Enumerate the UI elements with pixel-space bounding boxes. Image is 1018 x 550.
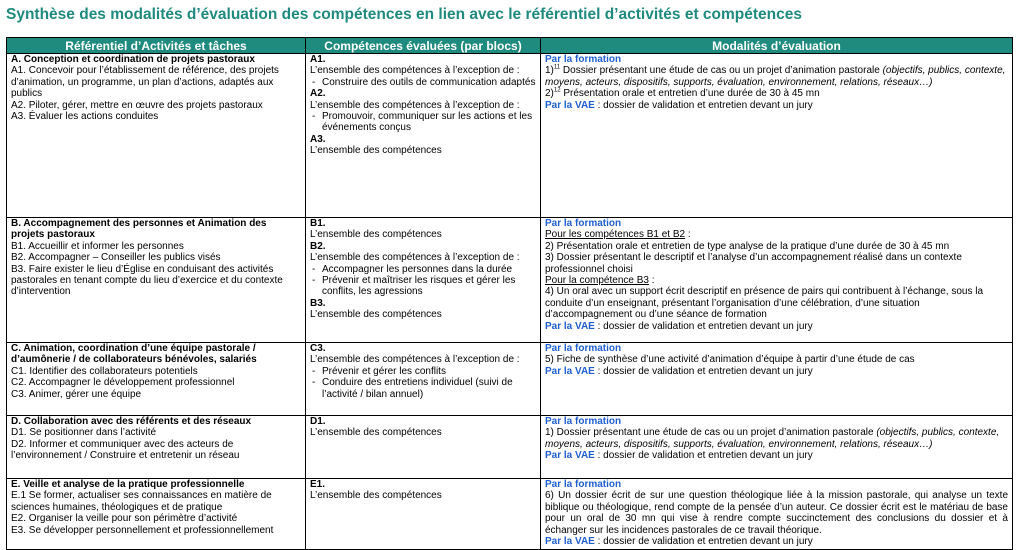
modality-number: 1) — [545, 65, 554, 77]
vae-text: : dossier de validation et entretien devant un jury — [594, 99, 813, 111]
subheading: Pour la compétence B3 — [545, 275, 649, 287]
modality-item: 3) Dossier présentant le descriptif et l’analyse d’un accompagnement réalisé dans un contexte professionnel choisi — [545, 252, 962, 275]
block-label: A3. — [310, 133, 326, 145]
vae-text: : dossier de validation et entretien devant un jury — [594, 536, 813, 548]
exception-item: - Prévenir et gérer les conflits — [310, 366, 536, 377]
modalities-cell — [541, 343, 1013, 416]
modality-item: 6) Un dossier écrit de sur une question théologique liée à la mission pastorale, qui analyse un texte biblique ou théologique, rend compte de la pensée d’un auteur. Ce dossier écrit est le matériau de base pour un oral de 30 mn qui vise à rendre compte succinctement des conclusions du dossier et à échanger sur les incidences pastorales de ce travail théorique. — [545, 490, 1008, 536]
exception-item: - Conduire des entretiens individuel (suivi de l’activité / bilan annuel) — [310, 377, 536, 400]
subheading-colon: : — [648, 275, 655, 287]
activity-item: B3. Faire exister le lieu d’Église en conduisant des activités pastorales en tenant compte du lieu d’exercice et du contexte d’intervention — [11, 263, 283, 298]
modalities-cell — [541, 54, 1013, 218]
formation-label: Par la formation — [545, 343, 622, 354]
modality-details: (objectifs, publics, contexte, moyens, acteurs, dispositifs, supports, évaluation, environnement, relations, réseaux…) — [545, 65, 1006, 88]
section-heading: C. Animation, coordination d’une équipe pastorale / d’aumônerie / de collaborateurs bénévoles, salariés — [11, 343, 257, 366]
activity-item: A2. Piloter, gérer, mettre en œuvre des projets pastoraux — [11, 99, 263, 111]
block-text: L’ensemble des compétences à l’exception de : — [310, 99, 520, 111]
block-text: L’ensemble des compétences à l’exception de : — [310, 252, 520, 264]
block-text: L’ensemble des compétences — [310, 490, 442, 502]
activity-item: E3. Se développer personnellement et professionnellement — [11, 524, 274, 536]
footnote-ref: 11 — [553, 65, 561, 72]
vae-label: Par la VAE — [545, 99, 595, 111]
section-heading: D. Collaboration avec des référents et des réseaux — [11, 416, 252, 427]
modality-item — [545, 88, 1008, 99]
exception-item: - Promouvoir, communiquer sur les actions et les événements conçus — [310, 111, 536, 134]
formation-label: Par la formation — [545, 479, 622, 490]
block-text: L’ensemble des compétences — [310, 229, 442, 241]
block-text: L’ensemble des compétences à l’exception de : — [310, 65, 520, 77]
header-competences: Compétences évaluées (par blocs) — [306, 38, 541, 54]
block-label: A1. — [310, 54, 326, 65]
table-row — [7, 54, 1013, 218]
vae-label: Par la VAE — [545, 320, 595, 332]
modalities-cell — [541, 218, 1013, 343]
modality-item: 2) Présentation orale et entretien de type analyse de la pratique d’une durée de 30 à 45 mn — [545, 240, 950, 252]
block-text: L’ensemble des compétences à l’exception de : — [310, 354, 520, 366]
activities-cell — [7, 479, 306, 550]
subheading: Pour les compétences B1 et B2 — [545, 229, 686, 241]
vae-text: : dossier de validation et entretien devant un jury — [594, 320, 813, 332]
modality-text: Présentation orale et entretien d’une durée de 30 à 45 mn — [560, 88, 820, 100]
table-row — [7, 218, 1013, 343]
competences-cell — [306, 416, 541, 479]
evaluation-table — [6, 37, 1013, 550]
block-text: L’ensemble des compétences — [310, 145, 442, 157]
activities-cell — [7, 416, 306, 479]
activities-cell — [7, 218, 306, 343]
activities-cell — [7, 343, 306, 416]
modality-details: (objectifs, publics, contexte, moyens, acteurs, dispositifs, supports, évaluation, environnement, relations, réseaux…) — [545, 427, 1000, 450]
modality-text: Dossier présentant une étude de cas ou un projet d’animation pastorale — [560, 65, 883, 77]
block-text: L’ensemble des compétences — [310, 309, 442, 321]
activity-item: D1. Se positionner dans l’activité — [11, 427, 157, 439]
activity-item: B2. Accompagner – Conseiller les publics visés — [11, 252, 221, 264]
activity-item: C1. Identifier des collaborateurs potentiels — [11, 365, 198, 377]
block-label: B1. — [310, 218, 326, 229]
competences-cell — [306, 343, 541, 416]
activity-item: E2. Organiser la veille pour son périmètre d’activité — [11, 513, 238, 525]
activity-item: C3. Animer, gérer une équipe — [11, 388, 142, 400]
activity-item: A3. Évaluer les actions conduites — [11, 111, 159, 123]
exception-item: - Accompagner les personnes dans la durée — [310, 264, 536, 275]
section-heading: A. Conception et coordination de projets pastoraux — [11, 54, 255, 65]
block-label: D1. — [310, 416, 326, 427]
activity-item: B1. Accueillir et informer les personnes — [11, 240, 184, 252]
activities-cell — [7, 54, 306, 218]
modality-item: 5) Fiche de synthèse d’une activité d’animation d’équipe à partir d’une étude de cas — [545, 354, 915, 366]
section-heading: E. Veille et analyse de la pratique professionnelle — [11, 479, 245, 490]
competences-cell — [306, 218, 541, 343]
subheading-colon: : — [685, 229, 691, 241]
vae-text: : dossier de validation et entretien devant un jury — [594, 450, 813, 462]
table-header-row — [7, 38, 1013, 54]
header-activities: Référentiel d’Activités et tâches — [7, 38, 306, 54]
header-modalities: Modalités d’évaluation — [541, 38, 1013, 54]
modalities-cell — [541, 479, 1013, 550]
modality-text: 1) Dossier présentant une étude de cas ou un projet d’animation pastorale — [545, 427, 877, 439]
modality-item — [545, 65, 1008, 88]
competences-cell — [306, 479, 541, 550]
vae-label: Par la VAE — [545, 450, 595, 462]
block-label: B2. — [310, 240, 326, 252]
block-label: B3. — [310, 297, 326, 309]
table-row — [7, 416, 1013, 479]
section-heading: B. Accompagnement des personnes et Animation des projets pastoraux — [11, 218, 267, 241]
vae-label: Par la VAE — [545, 536, 595, 548]
block-text: L’ensemble des compétences — [310, 427, 442, 439]
activity-item: E.1 Se former, actualiser ses connaissances en matière de sciences humaines, théologiques et de pratique — [11, 490, 272, 513]
activity-item: A1. Concevoir pour l’établissement de référence, des projets d’animation, un programme, un plan d’actions, adaptés aux publics — [11, 65, 279, 100]
block-label: C3. — [310, 343, 326, 354]
exception-item: - Prévenir et maîtriser les risques et gérer les conflits, les agressions — [310, 275, 536, 298]
exception-item: - Construire des outils de communication adaptés — [310, 77, 536, 88]
footnote-ref: 12 — [553, 87, 561, 94]
block-label: E1. — [310, 479, 326, 490]
page-title: Synthèse des modalités d’évaluation des compétences en lien avec le référentiel d’activités et compétences — [6, 6, 802, 23]
table-row — [7, 479, 1013, 550]
modality-item: 4) Un oral avec un support écrit descriptif en présence de pairs qui contribuent à l’échange, sous la conduite d’un enseignant, présentant l’organisation d’une célébration, d’une situation d’accompagnement ou d’une séance de formation — [545, 286, 984, 321]
table-row — [7, 343, 1013, 416]
competences-cell — [306, 54, 541, 218]
modalities-cell — [541, 416, 1013, 479]
activity-item: D2. Informer et communiquer avec des acteurs de l’environnement / Construire et entretenir un réseau — [11, 438, 240, 462]
formation-label: Par la formation — [545, 416, 622, 427]
vae-text: : dossier de validation et entretien devant un jury — [594, 365, 813, 377]
activity-item: C2. Accompagner le développement professionnel — [11, 377, 235, 389]
block-label: A2. — [310, 88, 326, 100]
modality-item — [545, 427, 1008, 450]
vae-label: Par la VAE — [545, 365, 595, 377]
formation-label: Par la formation — [545, 54, 622, 65]
modality-number: 2) — [545, 88, 554, 100]
formation-label: Par la formation — [545, 218, 622, 229]
